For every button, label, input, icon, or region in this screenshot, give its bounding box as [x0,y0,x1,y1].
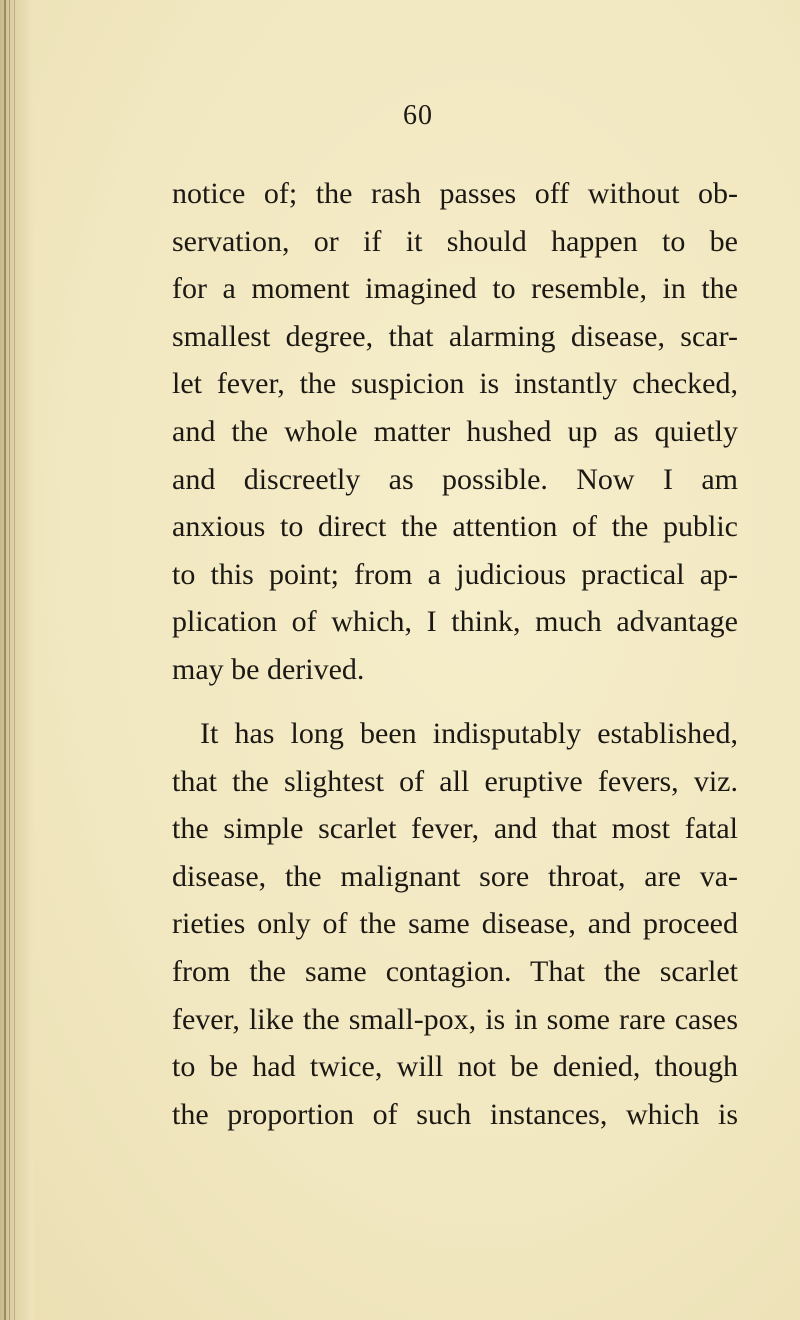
text-line: let fever, the suspicion is instantly checked, [172,367,738,401]
text-line: the proportion of such instances, which is [172,1097,738,1131]
gutter-shadow-line [9,0,10,1320]
paragraph-1 [172,170,738,694]
text-line: rieties only of the same disease, and proceed [172,907,738,941]
gutter-shadow-line [14,0,15,1320]
text-line: plication of which, I think, much advantage [172,605,738,639]
text-line: servation, or if it should happen to be [172,224,738,258]
text-line: notice of; the rash passes off without ob- [172,177,738,210]
text-line: disease, the malignant sore throat, are va- [172,859,738,893]
gutter-shadow-line [4,0,6,1320]
text-line: smallest degree, that alarming disease, scar- [172,319,738,353]
paragraph-2 [172,710,738,1138]
text-line: from the same contagion. That the scarlet [172,954,738,988]
text-line: for a moment imagined to resemble, in the [172,272,738,306]
text-line: fever, like the small-pox, is in some rare cases [172,1002,738,1036]
page-number: 60 [403,100,433,131]
text-line: may be derived. [172,652,365,686]
text-line: It has long been indisputably established, [200,717,738,750]
text-line: and the whole matter hushed up as quietly [172,414,738,448]
text-line: and discreetly as possible. Now I am [172,462,738,496]
text-line: to be had twice, will not be denied, though [172,1050,738,1084]
text-line: that the slightest of all eruptive fevers, viz. [172,764,738,798]
text-line: the simple scarlet fever, and that most fatal [172,812,738,846]
text-line: to this point; from a judicious practical ap- [172,557,738,591]
binding-gutter [0,0,34,1320]
text-line: anxious to direct the attention of the public [172,510,738,544]
